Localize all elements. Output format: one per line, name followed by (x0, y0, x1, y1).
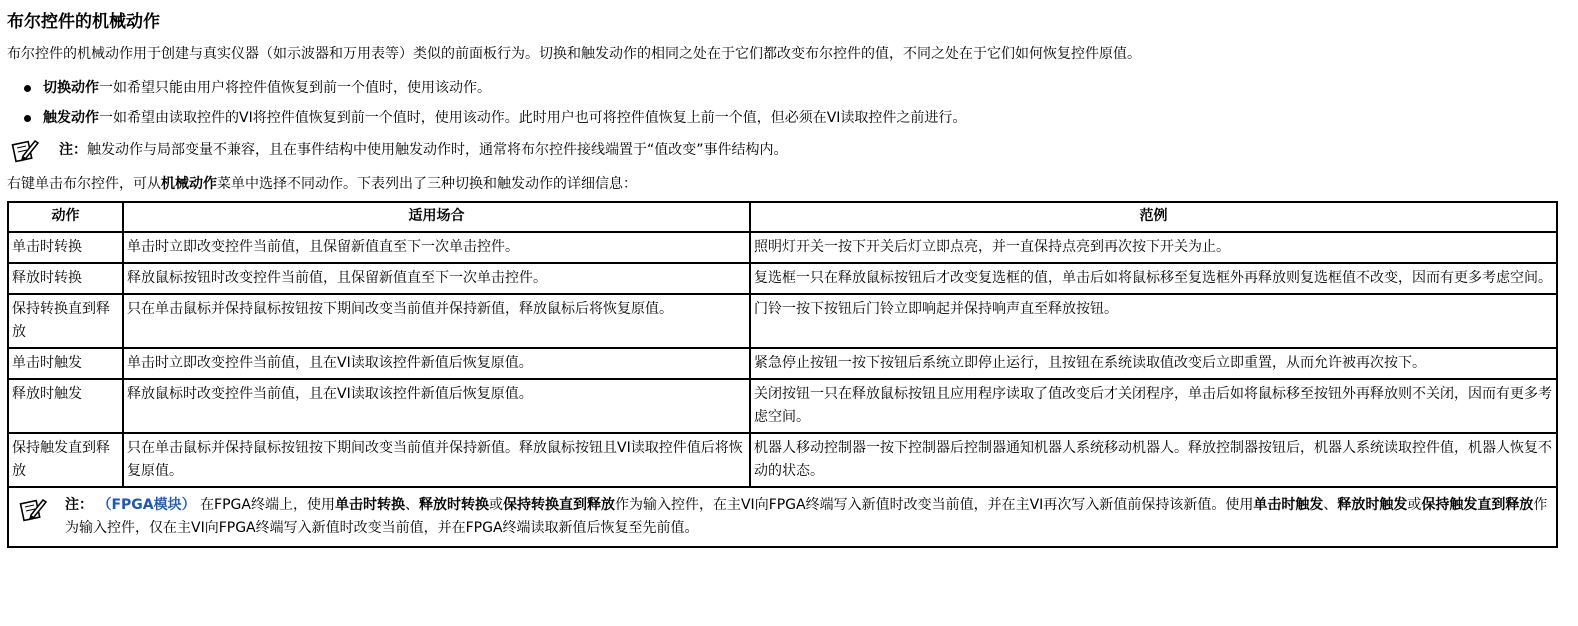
example-cell: 机器人移动控制器一按下控制器后控制器通知机器人系统移动机器人。释放控制器按钮后，机器人系统读取控件值，机器人恢复不动的状态。 (750, 433, 1557, 487)
usage-cell: 只在单击鼠标并保持鼠标按钮按下期间改变当前值并保持新值。释放鼠标按钮且VI读取控件值后将恢复原值。 (123, 433, 750, 487)
header-example: 范例 (750, 202, 1557, 232)
footnote-sep: 、 (1323, 497, 1338, 513)
action-type-list (7, 77, 1567, 129)
action-cell: 保持触发直到释放 (8, 433, 123, 487)
header-action: 动作 (8, 202, 123, 232)
bullet-term: 切换动作 (43, 80, 99, 96)
bullet-term: 触发动作 (43, 110, 99, 126)
footnote-sep: 、 (404, 497, 419, 513)
bullet-text: 一如希望只能由用户将控件值恢复到前一个值时，使用该动作。 (99, 80, 491, 96)
header-usage: 适用场合 (123, 202, 750, 232)
footnote-text: 作为输入控件，在主VI向FPGA终端写入新值时改变当前值，并在主VI再次写入新值前保持该新值。使用 (614, 497, 1254, 513)
table-footnote-row (8, 487, 1557, 547)
bullet-text: 一如希望由读取控件的VI将控件值恢复到前一个值时，使用该动作。此时用户也可将控件值恢复上前一个值，但必须在VI读取控件之前进行。 (99, 110, 967, 126)
usage-cell: 释放鼠标时改变控件当前值，且在VI读取该控件新值后恢复原值。 (123, 379, 750, 433)
right-click-text-before: 右键单击布尔控件，可从 (7, 176, 161, 192)
footnote-term: 保持转换直到释放 (502, 497, 615, 513)
example-cell: 关闭按钮一只在释放鼠标按钮且应用程序读取了值改变后才关闭程序，单击后如将鼠标移至按钮外再释放则不关闭，因而有更多考虑空间。 (750, 379, 1557, 433)
usage-cell: 单击时立即改变控件当前值，且在VI读取该控件新值后恢复原值。 (123, 348, 750, 379)
action-cell: 释放时触发 (8, 379, 123, 433)
footnote-text: 作为输入控件，仅在主VI向FPGA终端写入新值时改变当前值，并在FPGA终端读取新值后恢复至先前值。 (65, 497, 1548, 536)
table-row (8, 433, 1557, 487)
action-cell: 保持转换直到释放 (8, 294, 123, 348)
footnote-label: 注： (65, 497, 93, 513)
usage-cell: 单击时立即改变控件当前值，且保留新值直至下一次单击控件。 (123, 232, 750, 263)
action-cell: 释放时转换 (8, 263, 123, 294)
note-label: 注： (59, 142, 87, 158)
note-block (7, 137, 1567, 165)
list-item-switch-action (7, 77, 1567, 99)
example-cell: 复选框一只在释放鼠标按钮后才改变复选框的值，单击后如将鼠标移至复选框外再释放则复选框值不改变，因而有更多考虑空间。 (750, 263, 1557, 294)
page-title: 布尔控件的机械动作 (7, 12, 160, 32)
footnote-term: 保持触发直到释放 (1421, 497, 1534, 513)
footnote-term: 释放时触发 (1337, 497, 1408, 513)
table-row (8, 263, 1557, 294)
fpga-footnote-cell (8, 487, 1557, 547)
example-cell: 门铃一按下按钮后门铃立即响起并保持响声直至释放按钮。 (750, 294, 1557, 348)
usage-cell: 只在单击鼠标并保持鼠标按钮按下期间改变当前值并保持新值，释放鼠标后将恢复原值。 (123, 294, 750, 348)
footnote-text: 在FPGA终端上，使用 (200, 497, 335, 513)
bullet-dot-icon (24, 85, 31, 92)
table-row (8, 294, 1557, 348)
note-text: 触发动作与局部变量不兼容，且在事件结构中使用触发动作时，通常将布尔控件接线端置于“值改变”事件结构内。 (87, 142, 788, 158)
example-cell: 照明灯开关一按下开关后灯立即点亮，并一直保持点亮到再次按下开关为止。 (750, 232, 1557, 263)
footnote-sep: 或 (1407, 497, 1422, 513)
note-pencil-icon (19, 496, 47, 522)
right-click-paragraph (7, 173, 1567, 195)
table-row (8, 232, 1557, 263)
intro-paragraph: 布尔控件的机械动作用于创建与真实仪器（如示波器和万用表等）类似的前面板行为。切换和触发动作的相同之处在于它们都改变布尔控件的值，不同之处在于它们如何恢复控件原值。 (7, 46, 1141, 62)
fpga-module-tag: （FPGA模块） (97, 497, 196, 513)
action-cell: 单击时转换 (8, 232, 123, 263)
mechanical-action-table (7, 201, 1558, 548)
bullet-dot-icon (24, 115, 31, 122)
right-click-text-after: 菜单中选择不同动作。下表列出了三种切换和触发动作的详细信息： (217, 176, 637, 192)
footnote-sep: 或 (488, 497, 503, 513)
table-header-row (8, 202, 1557, 232)
list-item-latch-action (7, 107, 1567, 129)
mechanical-action-menu-name: 机械动作 (161, 176, 217, 192)
footnote-term: 单击时转换 (334, 497, 405, 513)
footnote-term: 释放时转换 (418, 497, 489, 513)
table-row (8, 379, 1557, 433)
footnote-term: 单击时触发 (1253, 497, 1324, 513)
usage-cell: 释放鼠标按钮时改变控件当前值，且保留新值直至下一次单击控件。 (123, 263, 750, 294)
note-pencil-icon (11, 137, 39, 163)
table-row (8, 348, 1557, 379)
action-cell: 单击时触发 (8, 348, 123, 379)
example-cell: 紧急停止按钮一按下按钮后系统立即停止运行，且按钮在系统读取值改变后立即重置，从而允许被再次按下。 (750, 348, 1557, 379)
help-page (7, 0, 1567, 548)
